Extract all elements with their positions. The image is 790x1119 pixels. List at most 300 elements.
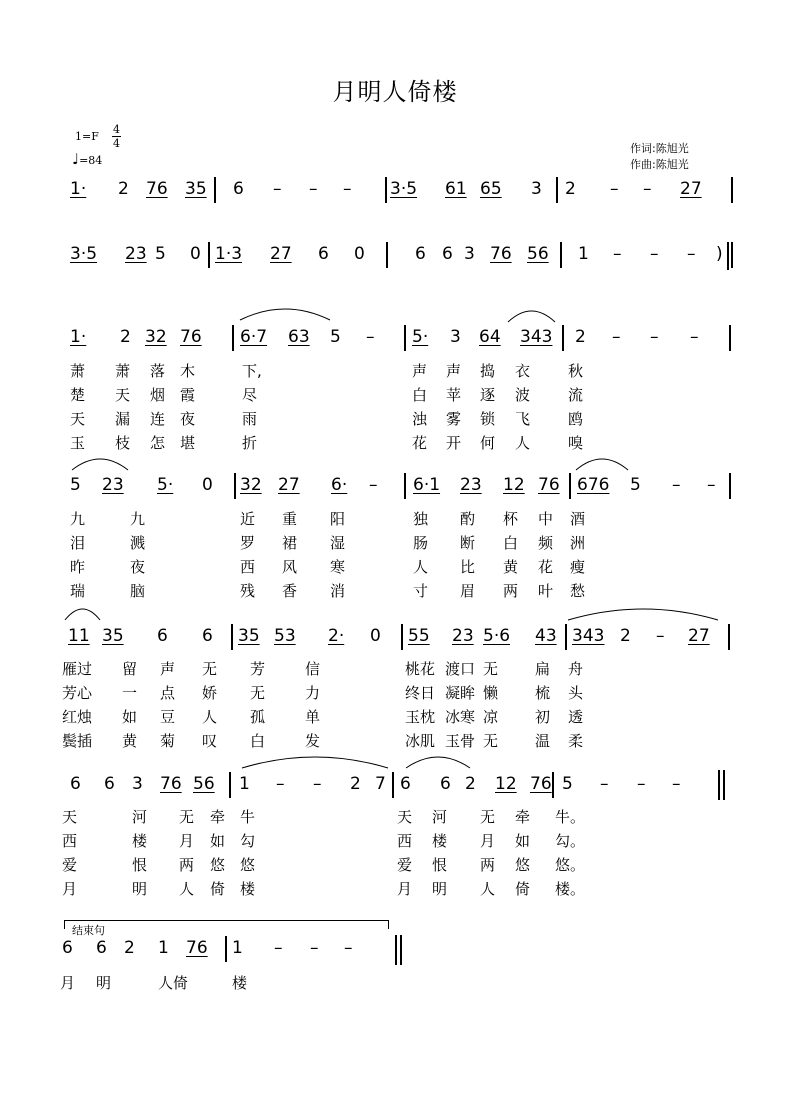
note: 6 <box>440 774 451 794</box>
lyric-word: 无 <box>179 808 195 826</box>
lyric-word: 单 <box>305 708 321 726</box>
note: 3 <box>450 327 461 347</box>
note: – <box>344 938 353 958</box>
note: – <box>687 244 696 264</box>
time-signature-top: 4 <box>113 123 120 136</box>
lyric-line <box>0 384 790 406</box>
lyric-word: 衣 <box>515 362 531 380</box>
lyric-word: 萧 <box>70 362 86 380</box>
lyric-word: 玉 <box>70 434 86 452</box>
lyric-line <box>0 730 790 752</box>
lyric-word: 无 <box>202 660 218 678</box>
note: 1·3 <box>215 244 243 264</box>
lyric-word: 终日 <box>405 684 436 702</box>
lyric-line <box>0 580 790 602</box>
ending-bracket <box>64 920 389 929</box>
lyric-word: 两 <box>503 582 519 600</box>
lyric-word: 明 <box>432 880 448 898</box>
lyric-word: 明 <box>132 880 148 898</box>
lyric-word: 冰肌 <box>405 732 436 750</box>
note: 676 <box>577 475 610 495</box>
lyric-line <box>0 854 790 876</box>
note: – <box>366 327 375 347</box>
note: 6 <box>62 938 73 958</box>
lyric-word: 独 <box>413 510 429 528</box>
note: 23 <box>452 626 474 646</box>
note: 2 <box>620 626 631 646</box>
note: 5·6 <box>483 626 511 646</box>
lyric-word: 月 <box>397 880 413 898</box>
lyric-word: 西 <box>397 832 413 850</box>
lyric-word: 无 <box>483 732 499 750</box>
time-signature-bottom: 4 <box>113 137 120 150</box>
lyric-word: 河 <box>432 808 448 826</box>
lyric-word: 阳 <box>330 510 346 528</box>
lyric-word: 九 <box>130 510 146 528</box>
lyric-word: 雁过 <box>62 660 93 678</box>
note: 35 <box>185 179 207 199</box>
lyric-word: 悠 <box>240 856 256 874</box>
lyric-word: 凝眸 <box>445 684 476 702</box>
lyric-word: 冰寒 <box>445 708 476 726</box>
note: 5 <box>562 774 573 794</box>
note: 2 <box>124 938 135 958</box>
lyric-word: 人倚 <box>158 974 189 992</box>
note: 12 <box>503 475 525 495</box>
note: 65 <box>480 179 502 199</box>
lyric-word: 温 <box>535 732 551 750</box>
note: 3·5 <box>70 244 98 264</box>
lyric-word: 发 <box>305 732 321 750</box>
lyric-word: 寸 <box>413 582 429 600</box>
lyric-word: 天 <box>397 808 413 826</box>
note: – <box>643 179 652 199</box>
note: – <box>707 475 716 495</box>
note: 35 <box>238 626 260 646</box>
lyric-word: 叹 <box>202 732 218 750</box>
note: 2 <box>120 327 131 347</box>
note: 5 <box>330 327 341 347</box>
note: 3·5 <box>390 179 418 199</box>
note: 56 <box>193 774 215 794</box>
lyric-word: 下, <box>242 362 262 380</box>
lyric-word: 泪 <box>70 534 86 552</box>
lyric-word: 风 <box>282 558 298 576</box>
note: – <box>343 179 352 199</box>
lyric-word: 渡口 <box>445 660 476 678</box>
lyric-word: 如 <box>122 708 138 726</box>
lyric-word: 何 <box>480 434 496 452</box>
lyric-word: 落 <box>150 362 166 380</box>
lyric-word: 楼。 <box>555 880 586 898</box>
slur <box>242 757 388 768</box>
lyric-word: 明 <box>96 974 112 992</box>
quarter-note-icon: ♩ <box>72 150 80 168</box>
lyric-word: 锁 <box>480 410 496 428</box>
key-signature: 1=F <box>75 130 99 143</box>
lyric-word: 楼 <box>232 974 248 992</box>
lyric-word: 湿 <box>330 534 346 552</box>
lyric-word: 叶 <box>538 582 554 600</box>
lyric-word: 月 <box>480 832 496 850</box>
note: – <box>313 774 322 794</box>
lyric-line <box>0 432 790 454</box>
lyric-word: 愁 <box>570 582 586 600</box>
lyric-word: 人 <box>179 880 195 898</box>
lyric-word: 月 <box>179 832 195 850</box>
lyric-word: 一 <box>122 684 138 702</box>
slur <box>568 609 718 620</box>
lyric-word: 瑞 <box>70 582 86 600</box>
lyric-word: 人 <box>413 558 429 576</box>
lyric-line <box>0 556 790 578</box>
lyric-word: 霞 <box>180 386 196 404</box>
lyric-word: 裙 <box>282 534 298 552</box>
note: – <box>600 774 609 794</box>
note: 2 <box>565 179 576 199</box>
lyric-word: 重 <box>282 510 298 528</box>
lyric-word: 两 <box>480 856 496 874</box>
note: 6 <box>233 179 244 199</box>
lyric-word: 如 <box>210 832 226 850</box>
lyric-word: 初 <box>535 708 551 726</box>
lyric-word: 黄 <box>503 558 519 576</box>
lyric-word: 近 <box>240 510 256 528</box>
lyric-word: 悠。 <box>555 856 586 874</box>
note: – <box>273 179 282 199</box>
lyric-word: 无 <box>250 684 266 702</box>
lyric-word: 玉骨 <box>445 732 476 750</box>
lyric-word: 枝 <box>115 434 131 452</box>
lyric-word: 九 <box>70 510 86 528</box>
lyric-word: 舟 <box>568 660 584 678</box>
lyric-word: 牵 <box>515 808 531 826</box>
lyric-word: 芳 <box>250 660 266 678</box>
tempo-value: =84 <box>79 154 103 167</box>
note: 56 <box>527 244 549 264</box>
note: – <box>613 244 622 264</box>
lyric-word: 木 <box>180 362 196 380</box>
lyric-word: 河 <box>132 808 148 826</box>
lyric-word: 楼 <box>132 832 148 850</box>
note: 5· <box>412 327 429 347</box>
lyric-word: 萧 <box>115 362 131 380</box>
lyric-word: 豆 <box>160 708 176 726</box>
lyric-word: 酒 <box>570 510 586 528</box>
lyric-word: 频 <box>538 534 554 552</box>
note: 53 <box>274 626 296 646</box>
page-title: 月明人倚楼 <box>332 78 458 106</box>
note: 6· <box>331 475 348 495</box>
note: 6 <box>400 774 411 794</box>
slur <box>240 309 330 320</box>
note: – <box>672 774 681 794</box>
lyric-word: 捣 <box>480 362 496 380</box>
note: 5· <box>157 475 174 495</box>
note: – <box>672 475 681 495</box>
note: – <box>276 774 285 794</box>
note: – <box>637 774 646 794</box>
note: 23 <box>460 475 482 495</box>
note: 32 <box>240 475 262 495</box>
note: 2 <box>465 774 476 794</box>
note: 6 <box>96 938 107 958</box>
lyric-word: 夜 <box>180 410 196 428</box>
note: 1 <box>232 938 243 958</box>
lyric-word: 信 <box>305 660 321 678</box>
note: 1 <box>158 938 169 958</box>
note: 6 <box>157 626 168 646</box>
note: 2 <box>350 774 361 794</box>
lyric-word: 脑 <box>130 582 146 600</box>
lyric-line <box>0 878 790 900</box>
lyric-word: 香 <box>282 582 298 600</box>
lyric-word: 逐 <box>480 386 496 404</box>
lyric-word: 楚 <box>70 386 86 404</box>
note: 35 <box>102 626 124 646</box>
note: 6 <box>442 244 453 264</box>
note: 0 <box>190 244 201 264</box>
note: 23 <box>125 244 147 264</box>
lyric-word: 溅 <box>130 534 146 552</box>
note: 0 <box>202 475 213 495</box>
note: 0 <box>370 626 381 646</box>
lyric-word: 寒 <box>330 558 346 576</box>
lyric-word: 勾。 <box>555 832 586 850</box>
lyric-line <box>0 806 790 828</box>
lyric-word: 雾 <box>446 410 462 428</box>
note: 3 <box>132 774 143 794</box>
note: ) <box>716 244 723 264</box>
note: – <box>369 475 378 495</box>
lyric-word: 西 <box>62 832 78 850</box>
lyric-word: 花 <box>538 558 554 576</box>
lyric-word: 连 <box>150 410 166 428</box>
lyric-word: 爱 <box>62 856 78 874</box>
lyric-word: 柔 <box>568 732 584 750</box>
lyric-word: 昨 <box>70 558 86 576</box>
lyric-word: 扁 <box>535 660 551 678</box>
lyric-word: 堪 <box>180 434 196 452</box>
note: 6·1 <box>413 475 441 495</box>
lyric-line <box>0 360 790 382</box>
lyric-word: 无 <box>483 660 499 678</box>
lyric-word: 楼 <box>432 832 448 850</box>
lyric-word: 开 <box>446 434 462 452</box>
lyric-word: 透 <box>568 708 584 726</box>
lyric-word: 悠 <box>515 856 531 874</box>
note: 1 <box>578 244 589 264</box>
note: – <box>612 327 621 347</box>
note: 27 <box>680 179 702 199</box>
lyric-line <box>0 706 790 728</box>
lyric-word: 天 <box>62 808 78 826</box>
lyric-word: 白 <box>250 732 266 750</box>
note: 1 <box>239 774 250 794</box>
lyric-word: 罗 <box>240 534 256 552</box>
lyric-word: 鸥 <box>568 410 584 428</box>
lyric-word: 眉 <box>460 582 476 600</box>
note: 5 <box>630 475 641 495</box>
note: – <box>274 938 283 958</box>
note: 2· <box>328 626 345 646</box>
note: 27 <box>270 244 292 264</box>
lyric-word: 流 <box>568 386 584 404</box>
lyric-word: 勾 <box>240 832 256 850</box>
note: 76 <box>490 244 512 264</box>
lyric-word: 瘦 <box>570 558 586 576</box>
lyric-word: 折 <box>242 434 258 452</box>
lyric-word: 黄 <box>122 732 138 750</box>
lyric-word: 鬓插 <box>62 732 93 750</box>
lyric-word: 头 <box>568 684 584 702</box>
lyric-word: 波 <box>515 386 531 404</box>
lyric-word: 消 <box>330 582 346 600</box>
lyric-word: 梳 <box>535 684 551 702</box>
lyric-word: 断 <box>460 534 476 552</box>
note: 6 <box>202 626 213 646</box>
lyric-word: 红烛 <box>62 708 93 726</box>
lyric-word: 天 <box>115 386 131 404</box>
lyric-word: 比 <box>460 558 476 576</box>
lyricist-credit: 作词:陈旭光 <box>630 142 689 155</box>
note: 3 <box>531 179 542 199</box>
lyric-word: 孤 <box>250 708 266 726</box>
note: 76 <box>146 179 168 199</box>
lyric-line <box>0 658 790 680</box>
slur <box>406 757 470 768</box>
lyric-word: 牛。 <box>555 808 586 826</box>
lyric-word: 牛 <box>240 808 256 826</box>
lyric-word: 尽 <box>242 386 258 404</box>
note: 0 <box>354 244 365 264</box>
note: 6·7 <box>240 327 268 347</box>
lyric-word: 杯 <box>503 510 519 528</box>
lyric-word: 悠 <box>210 856 226 874</box>
lyric-word: 浊 <box>412 410 428 428</box>
note: 6 <box>104 774 115 794</box>
lyric-word: 无 <box>480 808 496 826</box>
lyric-word: 中 <box>538 510 554 528</box>
lyric-word: 人 <box>480 880 496 898</box>
lyric-word: 夜 <box>130 558 146 576</box>
note: 343 <box>520 327 553 347</box>
note: 63 <box>288 327 310 347</box>
note: 11 <box>68 626 90 646</box>
slur <box>72 459 128 470</box>
lyric-line <box>0 508 790 530</box>
note: 23 <box>102 475 124 495</box>
lyric-line <box>0 532 790 554</box>
note: 6 <box>415 244 426 264</box>
note: 6 <box>318 244 329 264</box>
lyric-word: 怎 <box>150 434 166 452</box>
lyric-word: 凉 <box>483 708 499 726</box>
note: 64 <box>479 327 501 347</box>
note: 27 <box>278 475 300 495</box>
composer-credit: 作曲:陈旭光 <box>630 158 689 171</box>
lyric-word: 人 <box>202 708 218 726</box>
note: – <box>310 938 319 958</box>
lyric-word: 洲 <box>570 534 586 552</box>
lyric-word: 两 <box>179 856 195 874</box>
note: 43 <box>535 626 557 646</box>
note: – <box>610 179 619 199</box>
note: 76 <box>538 475 560 495</box>
lyric-word: 漏 <box>115 410 131 428</box>
lyric-line <box>0 682 790 704</box>
lyric-line-ending <box>0 972 790 994</box>
note: 5 <box>70 475 81 495</box>
note: – <box>656 626 665 646</box>
note: 12 <box>495 774 517 794</box>
lyric-word: 西 <box>240 558 256 576</box>
note: 5 <box>155 244 166 264</box>
note: 7 <box>375 774 386 794</box>
note: – <box>690 327 699 347</box>
lyric-word: 声 <box>412 362 428 380</box>
note: – <box>650 327 659 347</box>
lyric-word: 烟 <box>150 386 166 404</box>
lyric-word: 人 <box>515 434 531 452</box>
note: 1· <box>70 327 87 347</box>
note: – <box>309 179 318 199</box>
lyric-word: 白 <box>412 386 428 404</box>
note: 61 <box>445 179 467 199</box>
lyric-word: 雨 <box>242 410 258 428</box>
lyric-word: 菊 <box>160 732 176 750</box>
lyric-word: 留 <box>122 660 138 678</box>
note: 2 <box>118 179 129 199</box>
lyric-word: 倚 <box>210 880 226 898</box>
note: 27 <box>688 626 710 646</box>
lyric-word: 芳心 <box>62 684 93 702</box>
lyric-word: 恨 <box>132 856 148 874</box>
note: 76 <box>186 938 208 958</box>
lyric-word: 残 <box>240 582 256 600</box>
slur <box>508 311 555 322</box>
lyric-word: 天 <box>70 410 86 428</box>
note: 343 <box>572 626 605 646</box>
lyric-word: 牵 <box>210 808 226 826</box>
lyric-line <box>0 830 790 852</box>
lyric-word: 爱 <box>397 856 413 874</box>
lyric-line <box>0 408 790 430</box>
lyric-word: 秋 <box>568 362 584 380</box>
note: 32 <box>145 327 167 347</box>
note: 76 <box>160 774 182 794</box>
lyric-word: 如 <box>515 832 531 850</box>
lyric-word: 白 <box>503 534 519 552</box>
lyric-word: 娇 <box>202 684 218 702</box>
note: 3 <box>464 244 475 264</box>
note: 76 <box>180 327 202 347</box>
slur <box>65 609 100 620</box>
lyric-word: 月 <box>60 974 76 992</box>
lyric-word: 力 <box>305 684 321 702</box>
note: 76 <box>530 774 552 794</box>
lyric-word: 苹 <box>446 386 462 404</box>
note: 2 <box>575 327 586 347</box>
lyric-word: 点 <box>160 684 176 702</box>
note: 1· <box>70 179 87 199</box>
ending-label: 结束句 <box>72 924 105 937</box>
lyric-word: 肠 <box>413 534 429 552</box>
lyric-word: 嗅 <box>568 434 584 452</box>
lyric-word: 声 <box>446 362 462 380</box>
lyric-word: 倚 <box>515 880 531 898</box>
lyric-word: 飞 <box>515 410 531 428</box>
